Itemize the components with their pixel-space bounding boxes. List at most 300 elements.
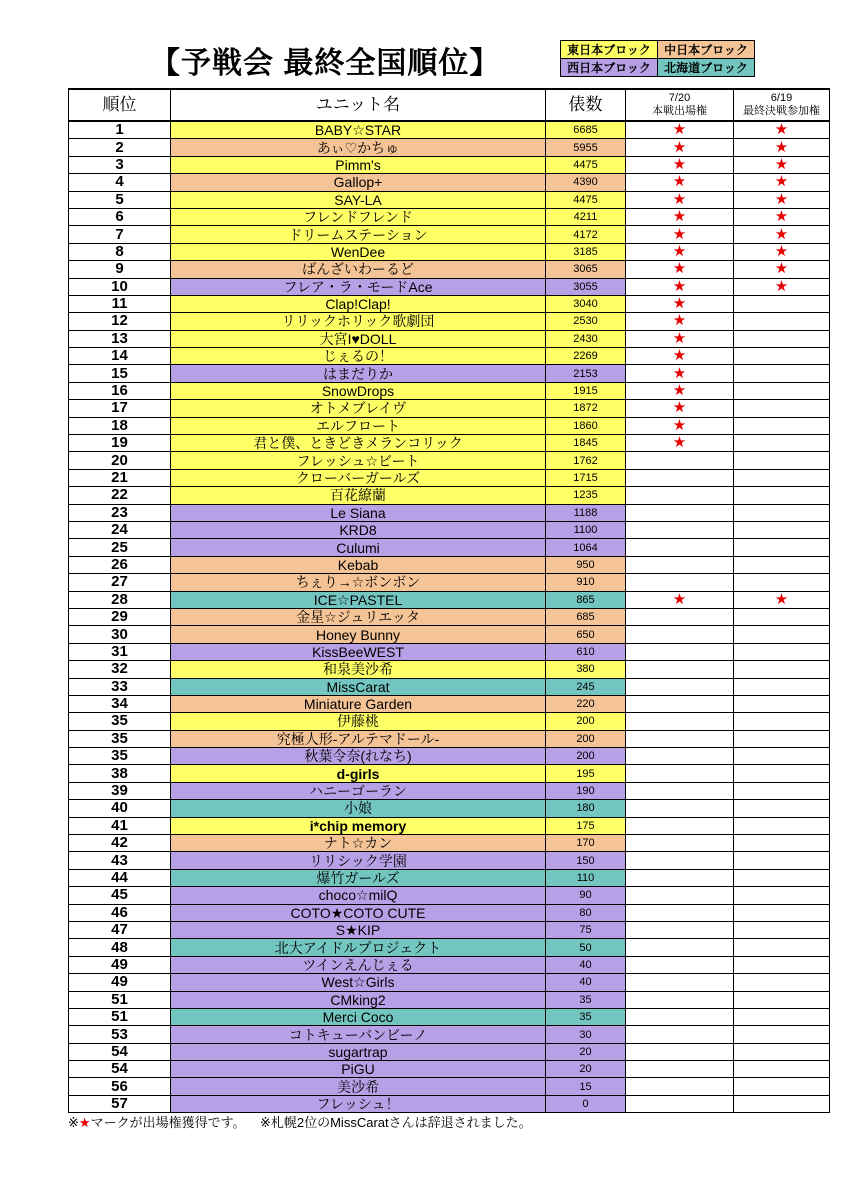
header-final-battle (734, 89, 830, 121)
rank-cell: 13 (69, 330, 171, 347)
unit-name-cell: ドリームステーション (171, 226, 546, 243)
page-title: 【予戦会 最終全国順位】 (150, 47, 501, 80)
rank-cell: 34 (69, 695, 171, 712)
main-event-qualified-cell (626, 626, 734, 643)
table-row (69, 330, 830, 347)
tickets-cell: 20 (546, 1061, 626, 1078)
rank-cell: 53 (69, 1026, 171, 1043)
unit-name-cell: 伊藤桃 (171, 713, 546, 730)
final-battle-qualified-cell (734, 678, 830, 695)
final-battle-qualified-cell (734, 626, 830, 643)
legend-east: 東日本ブロック (561, 41, 658, 59)
rank-cell: 35 (69, 730, 171, 747)
table-row (69, 382, 830, 399)
table-row (69, 365, 830, 382)
unit-name-cell: ばんざいわーるど (171, 261, 546, 278)
unit-name-cell: フレンドフレンド (171, 208, 546, 225)
table-row (69, 243, 830, 260)
unit-name-cell: Miniature Garden (171, 695, 546, 712)
main-event-qualified-cell (626, 574, 734, 591)
rank-cell: 38 (69, 765, 171, 782)
main-event-qualified-cell (626, 556, 734, 573)
rank-cell: 16 (69, 382, 171, 399)
main-event-qualified-cell: ★ (626, 400, 734, 417)
main-event-qualified-cell: ★ (626, 330, 734, 347)
rank-cell: 51 (69, 1008, 171, 1025)
unit-name-cell: じぇるの！ (171, 348, 546, 365)
table-row (69, 869, 830, 886)
main-event-qualified-cell (626, 904, 734, 921)
final-battle-qualified-cell (734, 417, 830, 434)
rank-cell: 56 (69, 1078, 171, 1095)
tickets-cell: 1188 (546, 504, 626, 521)
table-row (69, 261, 830, 278)
rank-cell: 45 (69, 887, 171, 904)
main-event-qualified-cell (626, 521, 734, 538)
final-battle-qualified-cell: ★ (734, 156, 830, 173)
final-battle-qualified-cell (734, 974, 830, 991)
final-battle-qualified-cell (734, 1043, 830, 1060)
rank-cell: 28 (69, 591, 171, 608)
rank-cell: 24 (69, 521, 171, 538)
unit-name-cell: Merci Coco (171, 1008, 546, 1025)
table-row (69, 278, 830, 295)
tickets-cell: 1762 (546, 452, 626, 469)
table-row (69, 504, 830, 521)
rank-cell: 9 (69, 261, 171, 278)
table-row (69, 1026, 830, 1043)
final-battle-qualified-cell (734, 521, 830, 538)
final-battle-qualified-cell (734, 574, 830, 591)
tickets-cell: 30 (546, 1026, 626, 1043)
final-battle-qualified-cell (734, 887, 830, 904)
table-row (69, 835, 830, 852)
table-row (69, 713, 830, 730)
tickets-cell: 50 (546, 939, 626, 956)
rank-cell: 3 (69, 156, 171, 173)
unit-name-cell: オトメブレイヴ (171, 400, 546, 417)
final-battle-qualified-cell: ★ (734, 226, 830, 243)
rank-cell: 12 (69, 313, 171, 330)
unit-name-cell: MissCarat (171, 678, 546, 695)
final-battle-qualified-cell (734, 643, 830, 660)
final-battle-qualified-cell (734, 382, 830, 399)
table-row (69, 974, 830, 991)
tickets-cell: 15 (546, 1078, 626, 1095)
table-row (69, 208, 830, 225)
tickets-cell: 80 (546, 904, 626, 921)
main-event-qualified-cell (626, 469, 734, 486)
table-row (69, 661, 830, 678)
tickets-cell: 170 (546, 835, 626, 852)
final-battle-qualified-cell: ★ (734, 208, 830, 225)
main-event-qualified-cell: ★ (626, 261, 734, 278)
legend-central: 中日本ブロック (658, 41, 755, 59)
tickets-cell: 40 (546, 974, 626, 991)
tickets-cell: 1845 (546, 435, 626, 452)
tickets-cell: 4172 (546, 226, 626, 243)
tickets-cell: 650 (546, 626, 626, 643)
main-event-qualified-cell (626, 974, 734, 991)
tickets-cell: 910 (546, 574, 626, 591)
rank-cell: 14 (69, 348, 171, 365)
table-row (69, 226, 830, 243)
tickets-cell: 1915 (546, 382, 626, 399)
table-row (69, 313, 830, 330)
rank-cell: 27 (69, 574, 171, 591)
final-battle-qualified-cell (734, 504, 830, 521)
main-event-qualified-cell: ★ (626, 121, 734, 139)
final-battle-qualified-cell (734, 852, 830, 869)
table-row (69, 782, 830, 799)
table-row (69, 156, 830, 173)
header-main-event-date: 7/20 (668, 92, 691, 104)
main-event-qualified-cell (626, 782, 734, 799)
unit-name-cell: Kebab (171, 556, 546, 573)
table-row (69, 626, 830, 643)
unit-name-cell: クローバーガールズ (171, 469, 546, 486)
tickets-cell: 200 (546, 713, 626, 730)
tickets-cell: 1064 (546, 539, 626, 556)
main-event-qualified-cell: ★ (626, 191, 734, 208)
main-event-qualified-cell (626, 487, 734, 504)
tickets-cell: 610 (546, 643, 626, 660)
final-battle-qualified-cell (734, 1078, 830, 1095)
legend-west: 西日本ブロック (561, 59, 658, 77)
tickets-cell: 3055 (546, 278, 626, 295)
main-event-qualified-cell: ★ (626, 591, 734, 608)
main-event-qualified-cell (626, 1008, 734, 1025)
tickets-cell: 3040 (546, 295, 626, 312)
table-row (69, 539, 830, 556)
unit-name-cell: Culumi (171, 539, 546, 556)
table-row (69, 435, 830, 452)
main-event-qualified-cell: ★ (626, 278, 734, 295)
unit-name-cell: COTO★COTO CUTE (171, 904, 546, 921)
table-row (69, 1061, 830, 1078)
table-row (69, 956, 830, 973)
final-battle-qualified-cell: ★ (734, 191, 830, 208)
unit-name-cell: WenDee (171, 243, 546, 260)
main-event-qualified-cell (626, 852, 734, 869)
final-battle-qualified-cell: ★ (734, 243, 830, 260)
tickets-cell: 3185 (546, 243, 626, 260)
tickets-cell: 1235 (546, 487, 626, 504)
table-row (69, 939, 830, 956)
main-event-qualified-cell: ★ (626, 243, 734, 260)
rank-cell: 30 (69, 626, 171, 643)
final-battle-qualified-cell (734, 452, 830, 469)
header-main-event-label: 本戦出場権 (652, 105, 707, 117)
main-event-qualified-cell: ★ (626, 226, 734, 243)
table-row (69, 591, 830, 608)
main-event-qualified-cell: ★ (626, 295, 734, 312)
tickets-cell: 35 (546, 991, 626, 1008)
final-battle-qualified-cell (734, 1095, 830, 1112)
table-row (69, 887, 830, 904)
tickets-cell: 2430 (546, 330, 626, 347)
main-event-qualified-cell (626, 921, 734, 938)
table-row (69, 574, 830, 591)
final-battle-qualified-cell (734, 295, 830, 312)
rank-cell: 32 (69, 661, 171, 678)
legend-hokkaido: 北海道ブロック (658, 59, 755, 77)
unit-name-cell: コトキューバンビーノ (171, 1026, 546, 1043)
final-battle-qualified-cell (734, 330, 830, 347)
rank-cell: 43 (69, 852, 171, 869)
table-row (69, 139, 830, 156)
tickets-cell: 200 (546, 748, 626, 765)
unit-name-cell: West☆Girls (171, 974, 546, 991)
final-battle-qualified-cell (734, 469, 830, 486)
table-row (69, 417, 830, 434)
main-event-qualified-cell (626, 887, 734, 904)
tickets-cell: 110 (546, 869, 626, 886)
table-row (69, 748, 830, 765)
final-battle-qualified-cell: ★ (734, 591, 830, 608)
final-battle-qualified-cell (734, 661, 830, 678)
main-event-qualified-cell (626, 939, 734, 956)
tickets-cell: 220 (546, 695, 626, 712)
unit-name-cell: フレッシュ☆ビート (171, 452, 546, 469)
main-event-qualified-cell (626, 765, 734, 782)
tickets-cell: 190 (546, 782, 626, 799)
main-event-qualified-cell (626, 869, 734, 886)
tickets-cell: 3065 (546, 261, 626, 278)
final-battle-qualified-cell (734, 748, 830, 765)
final-battle-qualified-cell (734, 869, 830, 886)
rank-cell: 29 (69, 608, 171, 625)
tickets-cell: 40 (546, 956, 626, 973)
final-battle-qualified-cell (734, 991, 830, 1008)
rank-cell: 23 (69, 504, 171, 521)
unit-name-cell: BABY☆STAR (171, 121, 546, 139)
final-battle-qualified-cell (734, 400, 830, 417)
unit-name-cell: ナト☆カン (171, 835, 546, 852)
rank-cell: 7 (69, 226, 171, 243)
unit-name-cell: Honey Bunny (171, 626, 546, 643)
table-row (69, 800, 830, 817)
star-icon: ★ (78, 1115, 91, 1130)
main-event-qualified-cell: ★ (626, 156, 734, 173)
header-main-event (626, 89, 734, 121)
unit-name-cell: Gallop+ (171, 174, 546, 191)
final-battle-qualified-cell (734, 695, 830, 712)
rank-cell: 18 (69, 417, 171, 434)
final-battle-qualified-cell (734, 348, 830, 365)
table-row (69, 921, 830, 938)
tickets-cell: 2530 (546, 313, 626, 330)
rank-cell: 15 (69, 365, 171, 382)
main-event-qualified-cell (626, 695, 734, 712)
table-row (69, 556, 830, 573)
rank-cell: 48 (69, 939, 171, 956)
rank-cell: 40 (69, 800, 171, 817)
main-event-qualified-cell (626, 1043, 734, 1060)
main-event-qualified-cell (626, 817, 734, 834)
main-event-qualified-cell: ★ (626, 348, 734, 365)
rank-cell: 2 (69, 139, 171, 156)
unit-name-cell: 和泉美沙希 (171, 661, 546, 678)
unit-name-cell: ツインえんじぇる (171, 956, 546, 973)
unit-name-cell: 究極人形-アルテマドール- (171, 730, 546, 747)
final-battle-qualified-cell (734, 1061, 830, 1078)
tickets-cell: 1715 (546, 469, 626, 486)
tickets-cell: 0 (546, 1095, 626, 1112)
rank-cell: 26 (69, 556, 171, 573)
unit-name-cell: PiGU (171, 1061, 546, 1078)
rank-cell: 19 (69, 435, 171, 452)
unit-name-cell: エルフロート (171, 417, 546, 434)
main-event-qualified-cell (626, 608, 734, 625)
unit-name-cell: リリシック学園 (171, 852, 546, 869)
main-event-qualified-cell (626, 678, 734, 695)
main-event-qualified-cell (626, 800, 734, 817)
unit-name-cell: KissBeeWEST (171, 643, 546, 660)
main-event-qualified-cell (626, 835, 734, 852)
rank-cell: 20 (69, 452, 171, 469)
rank-cell: 35 (69, 748, 171, 765)
unit-name-cell: i*chip memory (171, 817, 546, 834)
table-row (69, 991, 830, 1008)
unit-name-cell: choco☆milQ (171, 887, 546, 904)
unit-name-cell: ハニーゴーラン (171, 782, 546, 799)
tickets-cell: 4475 (546, 191, 626, 208)
header-row (69, 89, 830, 121)
rank-cell: 51 (69, 991, 171, 1008)
table-row (69, 904, 830, 921)
final-battle-qualified-cell (734, 939, 830, 956)
tickets-cell: 1100 (546, 521, 626, 538)
rank-cell: 1 (69, 121, 171, 139)
final-battle-qualified-cell (734, 800, 830, 817)
rank-cell: 10 (69, 278, 171, 295)
final-battle-qualified-cell (734, 817, 830, 834)
main-event-qualified-cell: ★ (626, 365, 734, 382)
table-row (69, 608, 830, 625)
tickets-cell: 950 (546, 556, 626, 573)
main-event-qualified-cell: ★ (626, 208, 734, 225)
main-event-qualified-cell: ★ (626, 174, 734, 191)
rank-cell: 6 (69, 208, 171, 225)
main-event-qualified-cell: ★ (626, 417, 734, 434)
unit-name-cell: 美沙希 (171, 1078, 546, 1095)
rank-cell: 57 (69, 1095, 171, 1112)
table-row (69, 678, 830, 695)
unit-name-cell: ちぇり→☆ボンボン (171, 574, 546, 591)
tickets-cell: 150 (546, 852, 626, 869)
unit-name-cell: はまだりか (171, 365, 546, 382)
table-row (69, 348, 830, 365)
main-event-qualified-cell (626, 713, 734, 730)
table-row (69, 1043, 830, 1060)
unit-name-cell: 小娘 (171, 800, 546, 817)
final-battle-qualified-cell (734, 730, 830, 747)
rank-cell: 11 (69, 295, 171, 312)
unit-name-cell: Pimm's (171, 156, 546, 173)
final-battle-qualified-cell (734, 835, 830, 852)
final-battle-qualified-cell: ★ (734, 139, 830, 156)
rank-cell: 21 (69, 469, 171, 486)
table-row (69, 1008, 830, 1025)
unit-name-cell: S★KIP (171, 921, 546, 938)
table-row (69, 452, 830, 469)
final-battle-qualified-cell (734, 313, 830, 330)
unit-name-cell: 秋葉令奈(れなち) (171, 748, 546, 765)
final-battle-qualified-cell (734, 713, 830, 730)
unit-name-cell: 百花繚蘭 (171, 487, 546, 504)
rank-cell: 22 (69, 487, 171, 504)
main-event-qualified-cell: ★ (626, 139, 734, 156)
unit-name-cell: ICE☆PASTEL (171, 591, 546, 608)
final-battle-qualified-cell (734, 487, 830, 504)
footnote-text-2: ※札幌2位のMissCaratさんは辞退されました。 (259, 1115, 532, 1130)
unit-name-cell: KRD8 (171, 521, 546, 538)
footnote-text-1: マークが出場権獲得です。 (90, 1115, 246, 1130)
main-event-qualified-cell (626, 504, 734, 521)
final-battle-qualified-cell (734, 921, 830, 938)
final-battle-qualified-cell (734, 765, 830, 782)
main-event-qualified-cell: ★ (626, 435, 734, 452)
rank-cell: 54 (69, 1061, 171, 1078)
tickets-cell: 2153 (546, 365, 626, 382)
main-event-qualified-cell (626, 661, 734, 678)
main-event-qualified-cell (626, 1095, 734, 1112)
final-battle-qualified-cell: ★ (734, 278, 830, 295)
main-event-qualified-cell (626, 452, 734, 469)
unit-name-cell: sugartrap (171, 1043, 546, 1060)
tickets-cell: 685 (546, 608, 626, 625)
final-battle-qualified-cell: ★ (734, 261, 830, 278)
table-row (69, 730, 830, 747)
table-row (69, 469, 830, 486)
main-event-qualified-cell (626, 643, 734, 660)
table-row (69, 487, 830, 504)
tickets-cell: 4475 (546, 156, 626, 173)
rank-cell: 49 (69, 974, 171, 991)
table-row (69, 695, 830, 712)
unit-name-cell: 君と僕、ときどきメランコリック (171, 435, 546, 452)
rank-cell: 17 (69, 400, 171, 417)
unit-name-cell: リリックホリック歌劇団 (171, 313, 546, 330)
final-battle-qualified-cell: ★ (734, 121, 830, 139)
table-row (69, 852, 830, 869)
main-event-qualified-cell (626, 1061, 734, 1078)
rank-cell: 5 (69, 191, 171, 208)
table-row (69, 174, 830, 191)
rank-cell: 42 (69, 835, 171, 852)
tickets-cell: 195 (546, 765, 626, 782)
rank-cell: 39 (69, 782, 171, 799)
tickets-cell: 200 (546, 730, 626, 747)
main-event-qualified-cell (626, 956, 734, 973)
table-row (69, 400, 830, 417)
main-event-qualified-cell (626, 539, 734, 556)
unit-name-cell: d-girls (171, 765, 546, 782)
rank-cell: 4 (69, 174, 171, 191)
tickets-cell: 1872 (546, 400, 626, 417)
main-event-qualified-cell (626, 991, 734, 1008)
unit-name-cell: 金星☆ジュリエッタ (171, 608, 546, 625)
rank-cell: 25 (69, 539, 171, 556)
table-row (69, 191, 830, 208)
tickets-cell: 245 (546, 678, 626, 695)
header-tickets: 俵数 (546, 89, 626, 121)
table-row (69, 765, 830, 782)
final-battle-qualified-cell (734, 539, 830, 556)
unit-name-cell: 北大アイドルプロジェクト (171, 939, 546, 956)
rank-cell: 31 (69, 643, 171, 660)
